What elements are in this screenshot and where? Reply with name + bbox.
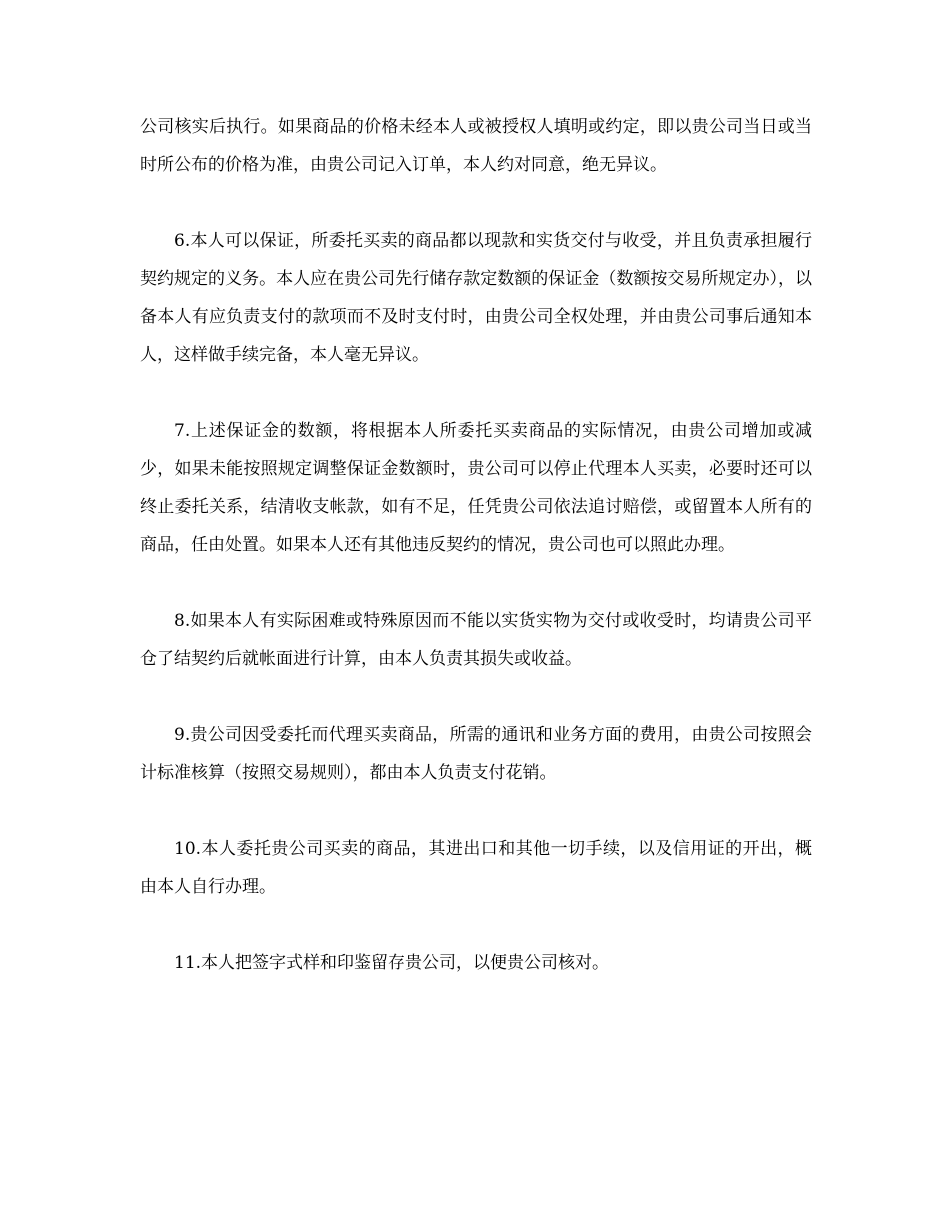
paragraph-clause-9: 9.贵公司因受委托而代理买卖商品，所需的通讯和业务方面的费用，由贵公司按照会计标准核算（按照交易规则），都由本人负责支付花销。 bbox=[140, 725, 812, 783]
paragraph-clause-8: 8.如果本人有实际困难或特殊原因而不能以实货实物为交付或收受时，均请贵公司平仓了结契约后就帐面进行计算，由本人负责其损失或收益。 bbox=[140, 611, 812, 669]
paragraph-clause-11: 11.本人把签字式样和印鉴留存贵公司，以便贵公司核对。 bbox=[174, 953, 610, 973]
paragraph-continuation: 公司核实后执行。如果商品的价格未经本人或被授权人填明或约定，即以贵公司当日或当时所公布的价格为准，由贵公司记入订单，本人约对同意，绝无异议。 bbox=[140, 117, 812, 175]
paragraph-clause-6: 6.本人可以保证，所委托买卖的商品都以现款和实货交付与收受，并且负责承担履行契约规定的义务。本人应在贵公司先行储存款定数额的保证金（数额按交易所规定办），以备本人有应负责支付的款项而不及时支付时，由贵公司全权处理，并由贵公司事后通知本人，这样做手续完备，本人毫无异议。 bbox=[140, 231, 812, 365]
document-body bbox=[140, 108, 812, 982]
paragraph-clause-10: 10.本人委托贵公司买卖的商品，其进出口和其他一切手续，以及信用证的开出，概由本人自行办理。 bbox=[140, 839, 812, 897]
paragraph-clause-7: 7.上述保证金的数额，将根据本人所委托买卖商品的实际情况，由贵公司增加或减少，如果未能按照规定调整保证金数额时，贵公司可以停止代理本人买卖，必要时还可以终止委托关系，结清收支帐款，如有不足，任凭贵公司依法追讨赔偿，或留置本人所有的商品，任由处置。如果本人还有其他违反契约的情况，贵公司也可以照此办理。 bbox=[140, 421, 812, 555]
